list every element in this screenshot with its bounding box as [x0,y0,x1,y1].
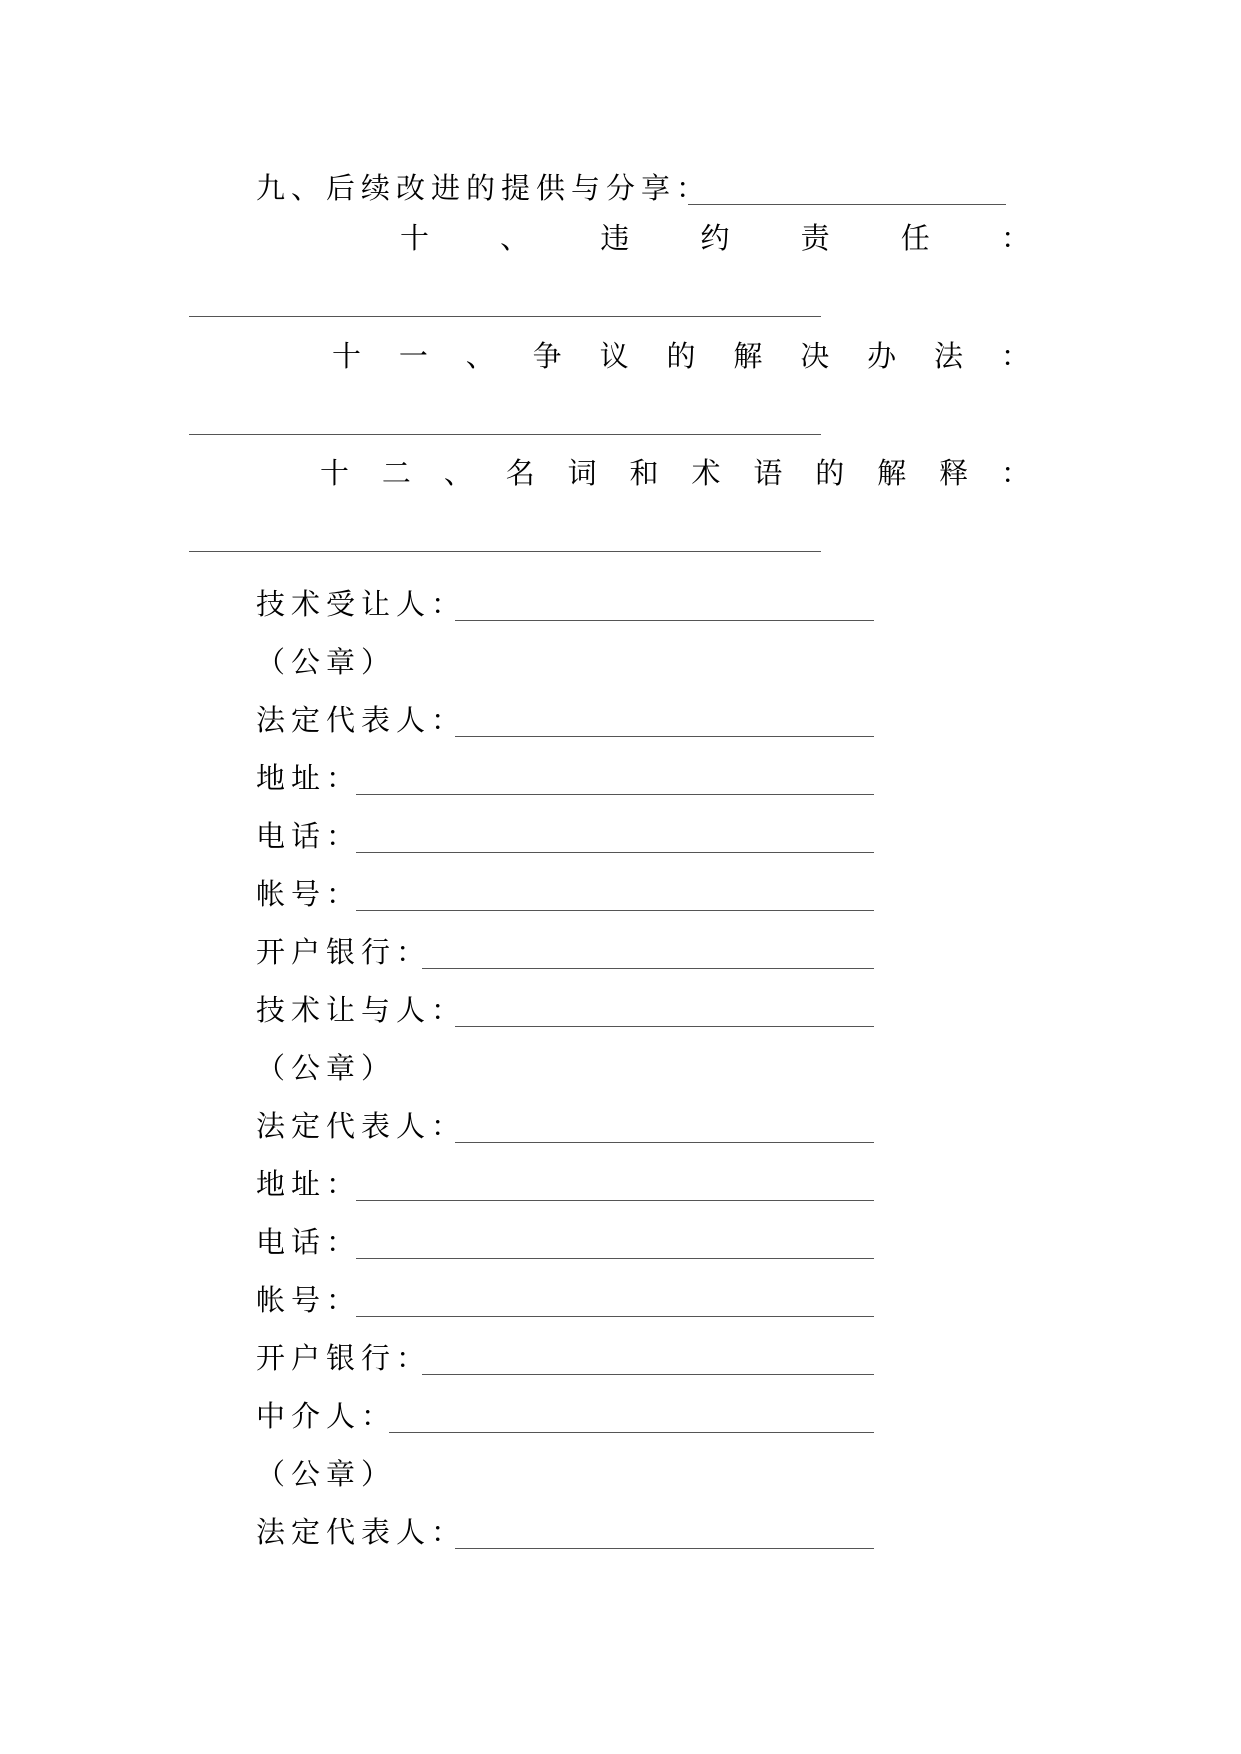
signature-label: 开户银行： [256,935,432,969]
signature-blank[interactable] [422,1374,874,1375]
signature-line [0,1212,1241,1270]
section-10-heading [400,216,1030,260]
signature-blank[interactable] [455,620,874,621]
section-11-char: 议 [599,339,629,373]
section-12-blank[interactable] [189,551,821,552]
signature-label: 地址： [256,1167,362,1201]
signature-label: 帐号： [256,1283,362,1317]
signature-blank[interactable] [356,1200,874,1201]
section-12-char: 术 [691,456,721,490]
section-11-char: 解 [733,339,763,373]
signature-line [0,1328,1241,1386]
section-12-char: 二 [381,456,411,490]
signature-line [0,748,1241,806]
section-11-char: 办 [867,339,897,373]
section-10-char: ： [1000,221,1030,255]
signature-blank[interactable] [356,1316,874,1317]
seal-label: （公章） [256,645,397,679]
signature-line [0,1270,1241,1328]
signature-line [0,864,1241,922]
section-11-char: 一 [398,339,428,373]
signature-blank[interactable] [422,968,874,969]
signature-label: 电话： [256,819,362,853]
section-11-char: 十 [332,339,362,373]
signature-blank[interactable] [356,1258,874,1259]
signature-label: 技术让与人： [256,993,467,1027]
signature-label: 法定代表人： [256,703,467,737]
signature-label: 电话： [256,1225,362,1259]
signature-line [0,806,1241,864]
section-12-heading [320,451,1030,495]
signature-blank[interactable] [356,910,874,911]
signature-blank[interactable] [455,736,874,737]
section-12-char: 和 [629,456,659,490]
signature-blank[interactable] [455,1026,874,1027]
section-12-char: 解 [877,456,907,490]
section-9-line [0,158,1241,216]
section-11-char: 法 [934,339,964,373]
signature-blank[interactable] [455,1548,874,1549]
section-11-heading [332,334,1030,378]
seal-label: （公章） [256,1457,397,1491]
section-12-char: 语 [753,456,783,490]
section-12-char: 十 [320,456,350,490]
section-12-char: 释 [939,456,969,490]
signature-line [0,980,1241,1038]
signature-label: 地址： [256,761,362,795]
section-11-char: 、 [465,339,495,373]
section-10-blank[interactable] [189,316,821,317]
signature-label: 中介人： [256,1399,397,1433]
section-10-char: 违 [600,221,630,255]
section-10-char: 任 [900,221,930,255]
signature-line [0,1386,1241,1444]
signature-label: 法定代表人： [256,1515,467,1549]
section-10-char: 、 [500,221,530,255]
seal-line [0,1038,1241,1096]
signature-line [0,574,1241,632]
signature-label: 技术受让人： [256,587,467,621]
section-11-blank[interactable] [189,434,821,435]
section-10-char: 十 [400,221,430,255]
signature-label: 法定代表人： [256,1109,467,1143]
section-12-char: 词 [567,456,597,490]
signature-blank[interactable] [389,1432,874,1433]
seal-line [0,1444,1241,1502]
signature-label: 开户银行： [256,1341,432,1375]
signature-line [0,1502,1241,1560]
signature-line [0,690,1241,748]
section-12-char: 的 [815,456,845,490]
section-12-char: 名 [505,456,535,490]
section-11-char: ： [1000,339,1030,373]
section-12-char: 、 [443,456,473,490]
section-11-char: 决 [800,339,830,373]
signature-line [0,1154,1241,1212]
seal-line [0,632,1241,690]
signature-blank[interactable] [356,852,874,853]
signature-line [0,922,1241,980]
section-9-blank[interactable] [688,204,1006,205]
signature-line [0,1096,1241,1154]
signature-blank[interactable] [356,794,874,795]
seal-label: （公章） [256,1051,397,1085]
section-10-char: 责 [800,221,830,255]
signature-label: 帐号： [256,877,362,911]
signature-blank[interactable] [455,1142,874,1143]
section-11-char: 的 [666,339,696,373]
section-9-label: 九、后续改进的提供与分享： [256,171,712,205]
section-11-char: 争 [532,339,562,373]
section-12-char: ： [1000,456,1030,490]
section-10-char: 约 [700,221,730,255]
